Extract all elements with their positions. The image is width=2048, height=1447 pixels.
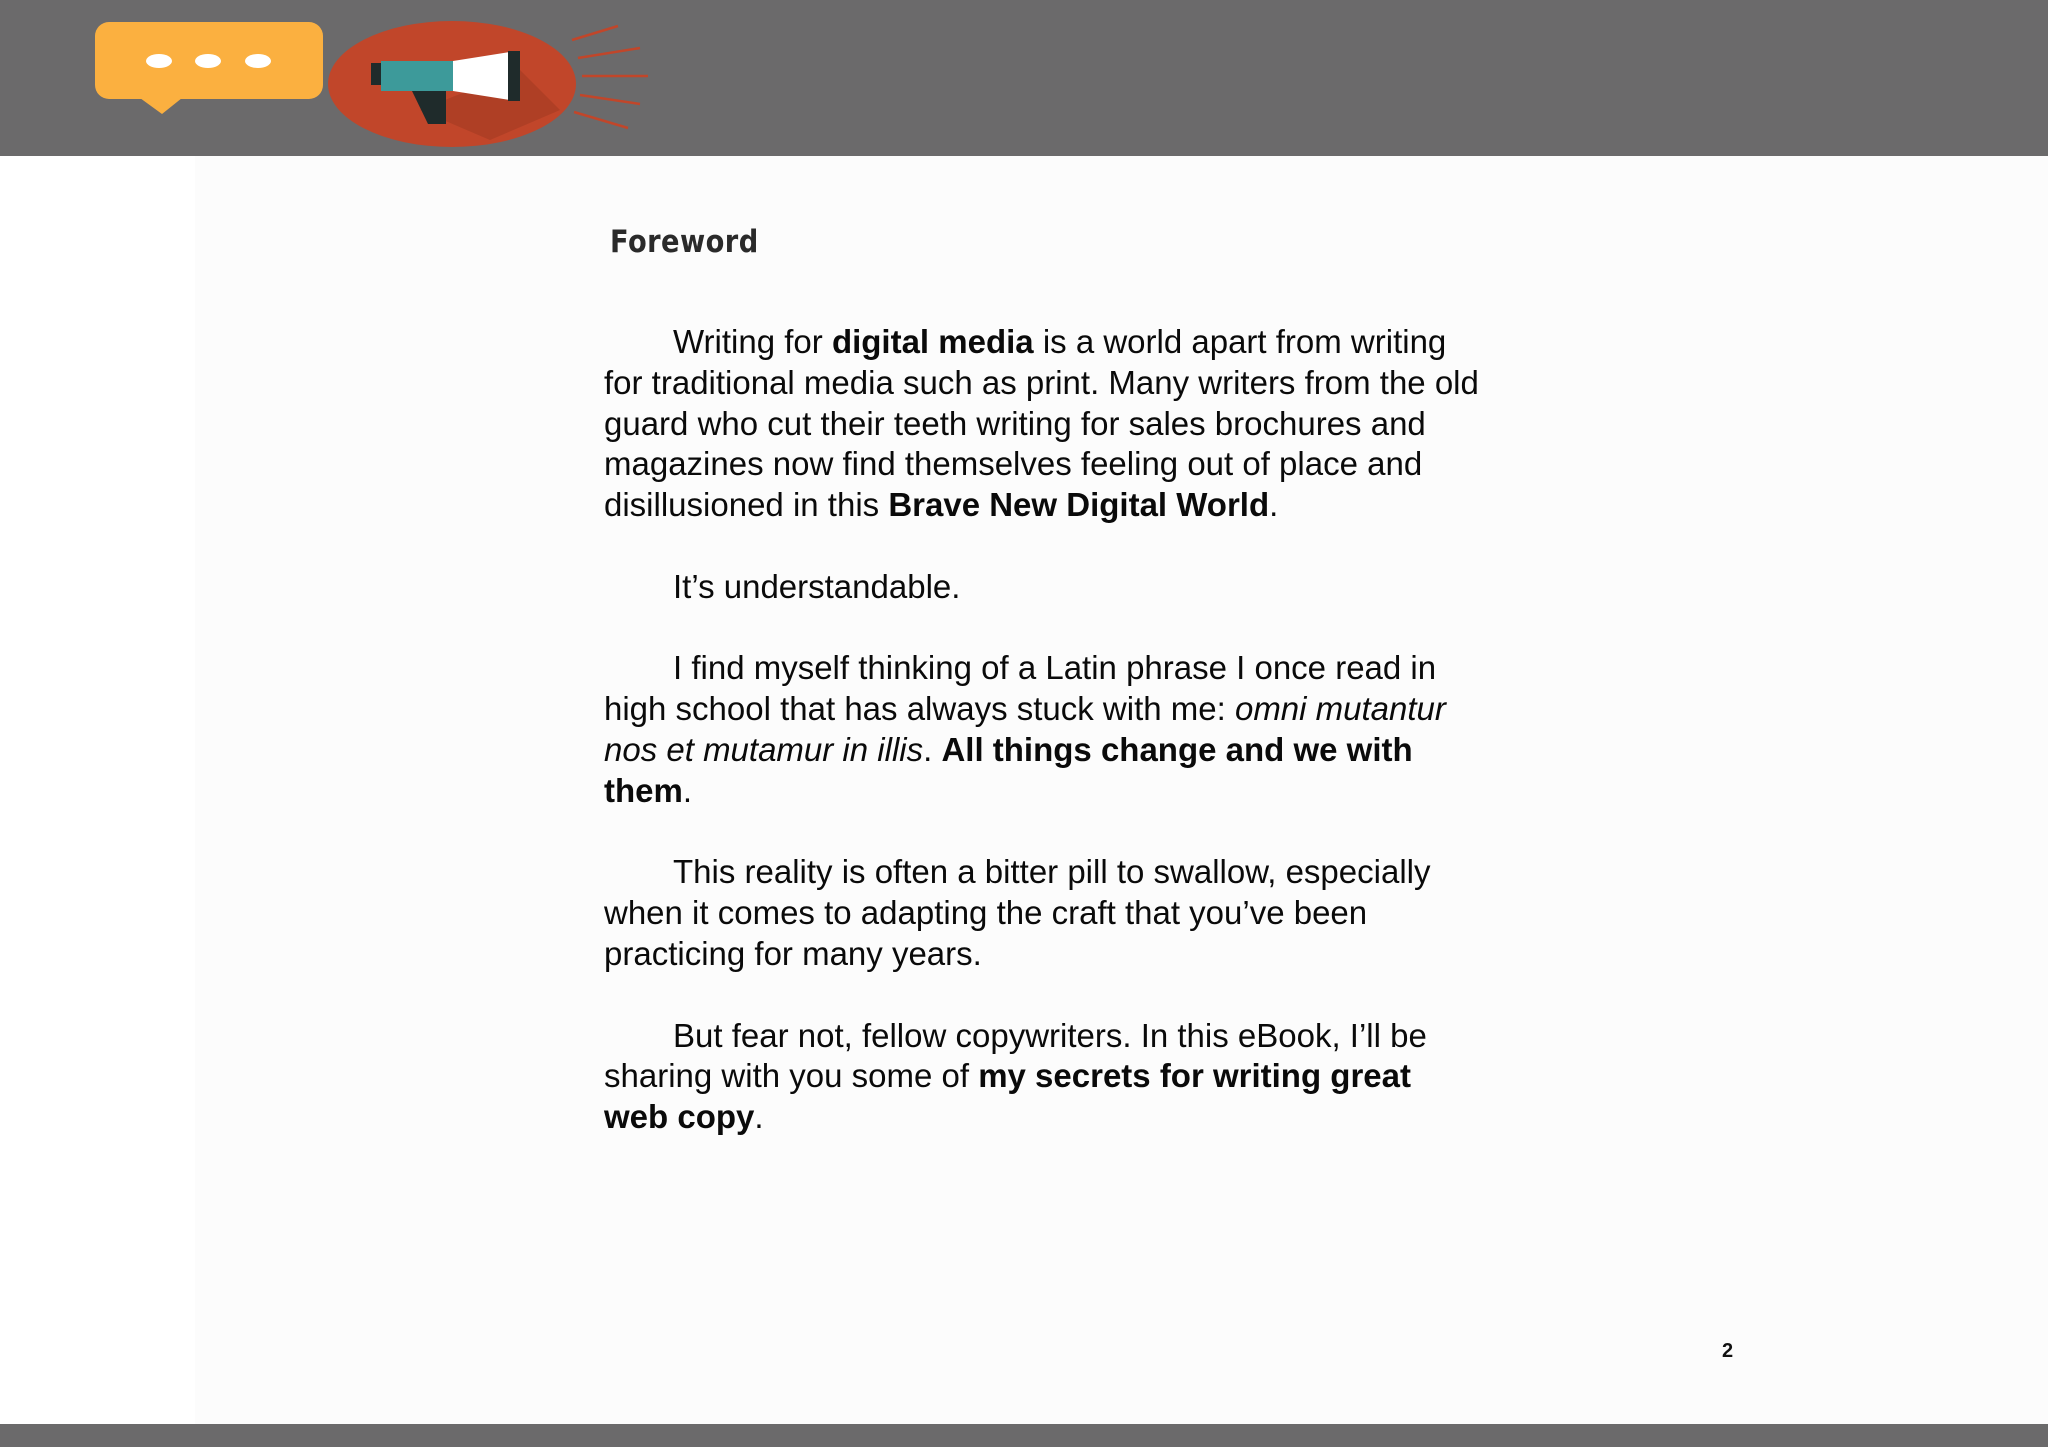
body-text [604, 322, 1484, 1179]
footer-band [0, 1424, 2048, 1447]
text-run: . [1269, 486, 1279, 524]
paragraph [604, 648, 1484, 811]
header-logo [0, 0, 700, 156]
text-run: All things change and we with them [604, 730, 1413, 809]
text-run: It’s understandable. [673, 567, 961, 605]
page-title: Foreword [610, 224, 759, 260]
text-run: omni mutantur nos et mutamur in illis [604, 690, 1446, 768]
text-run: But fear not, fellow copywriters. In this eBook, I’ll be sharing with you some of [604, 1016, 1427, 1095]
text-run: digital media [831, 323, 1034, 360]
text-run: I find myself thinking of a Latin phrase I once read in high school that has always stuck with me: [604, 649, 1437, 728]
text-run: . [682, 771, 693, 809]
paragraph [604, 852, 1484, 974]
text-run: . [754, 1098, 764, 1136]
page-number: 2 [1722, 1340, 1734, 1362]
speech-bubble-icon [95, 22, 323, 114]
paragraph [604, 567, 1484, 608]
text-run: Brave New Digital World [888, 486, 1270, 524]
text-run: . [923, 730, 942, 768]
paragraph [604, 322, 1484, 526]
text-run: This reality is often a bitter pill to swallow, especially when it comes to adapting the craft that you’ve been practicing for many years. [604, 853, 1431, 972]
text-run: is a world apart from writing for traditional media such as print. Many writers from the old guard who cut their teeth writing for sales brochures and magazines now find themselves feeling out of place and disillusioned in this [604, 323, 1479, 524]
text-run: Writing for [673, 323, 832, 360]
paragraph [604, 1016, 1484, 1138]
text-run: my secrets for writing great web copy [604, 1057, 1411, 1136]
megaphone-icon [328, 21, 648, 147]
